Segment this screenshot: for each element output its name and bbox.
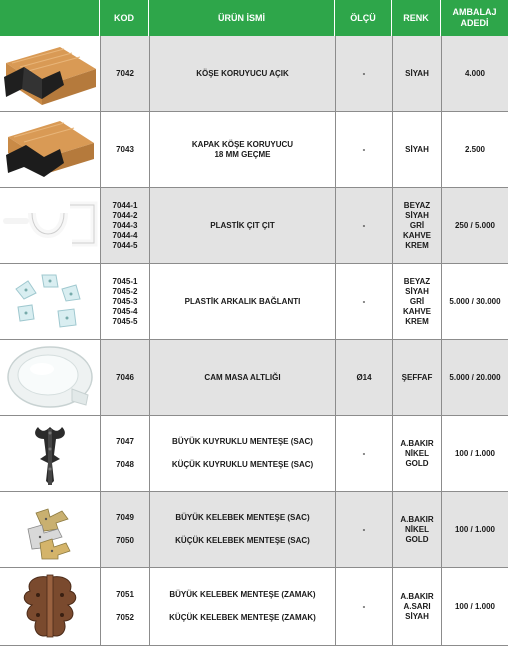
product-code: 7044-5 xyxy=(112,240,138,250)
corner-protector-open-icon xyxy=(2,39,98,109)
row-renk-cell xyxy=(392,340,441,415)
row-olcu-cell xyxy=(335,568,392,645)
row-ambalaj-cell xyxy=(441,340,508,415)
row-olcu-cell xyxy=(335,340,392,415)
product-size: - xyxy=(362,68,366,78)
row-olcu-cell xyxy=(335,264,392,339)
row-olcu-cell xyxy=(335,188,392,263)
product-color: A.SARI xyxy=(403,601,431,611)
product-color: SİYAH xyxy=(405,68,429,78)
product-name: CAM MASA ALTLIĞI xyxy=(204,372,281,382)
product-name: PLASTİK ARKALIK BAĞLANTI xyxy=(184,296,301,306)
product-color: SİYAH xyxy=(405,611,429,621)
product-name: KÜÇÜK KUYRUKLU MENTEŞE (SAC) xyxy=(171,459,314,469)
butterfly-hinge-zamak-icon xyxy=(2,571,98,643)
plastic-clip-image xyxy=(0,188,100,263)
product-size: - xyxy=(362,144,366,154)
product-code: 7049 xyxy=(116,513,134,523)
row-ambalaj-cell xyxy=(441,416,508,491)
product-code: 7052 xyxy=(116,613,134,623)
table-row xyxy=(0,568,508,646)
header-image-cell xyxy=(0,0,100,36)
tailed-hinge-icon xyxy=(2,419,98,489)
product-code: 7044-2 xyxy=(112,210,138,220)
product-name: BÜYÜK KELEBEK MENTEŞE (ZAMAK) xyxy=(169,589,316,599)
product-color: GOLD xyxy=(405,458,429,468)
row-urun-cell xyxy=(149,568,335,645)
table-row xyxy=(0,340,508,416)
product-size: - xyxy=(362,524,366,534)
product-color: ŞEFFAF xyxy=(401,372,433,382)
product-color: SİYAH xyxy=(405,144,429,154)
header-ambalaj-adedi xyxy=(441,0,508,36)
row-kod-cell xyxy=(100,416,149,491)
product-package-qty: 5.000 / 30.000 xyxy=(449,296,501,306)
code-pair xyxy=(116,431,134,476)
product-color: GRİ xyxy=(409,220,425,230)
row-urun-cell xyxy=(149,112,335,187)
product-code: 7045-5 xyxy=(112,316,138,326)
row-olcu-cell xyxy=(335,112,392,187)
product-color: NİKEL xyxy=(405,524,429,534)
back-panel-connector-icon xyxy=(2,267,98,337)
product-code: 7046 xyxy=(116,372,134,382)
row-urun-cell xyxy=(149,36,335,111)
table-row xyxy=(0,416,508,492)
product-color: BEYAZ xyxy=(403,276,431,286)
product-color: KAHVE xyxy=(402,230,431,240)
product-package-qty: 4.000 xyxy=(464,68,486,78)
product-package-qty: 100 / 1.000 xyxy=(454,601,496,611)
code-pair xyxy=(116,507,134,552)
butterfly-hinge-sheet-image xyxy=(0,492,100,567)
row-renk-cell xyxy=(392,188,441,263)
product-code: 7045-4 xyxy=(112,306,138,316)
row-kod-cell xyxy=(100,112,149,187)
row-kod-cell xyxy=(100,340,149,415)
row-urun-cell xyxy=(149,416,335,491)
product-name: BÜYÜK KELEBEK MENTEŞE (SAC) xyxy=(175,513,310,523)
row-kod-cell xyxy=(100,568,149,645)
row-urun-cell xyxy=(149,264,335,339)
row-urun-cell xyxy=(149,492,335,567)
product-size: - xyxy=(362,601,366,611)
header-kod: KOD xyxy=(100,0,149,36)
product-color: SİYAH xyxy=(405,210,429,220)
product-name: PLASTİK ÇIT ÇIT xyxy=(210,220,275,230)
product-color: A.BAKIR xyxy=(400,591,434,601)
row-urun-cell xyxy=(149,188,335,263)
product-color: NİKEL xyxy=(405,448,429,458)
row-renk-cell xyxy=(392,112,441,187)
tailed-hinge-image xyxy=(0,416,100,491)
row-kod-cell xyxy=(100,492,149,567)
product-package-qty: 2.500 xyxy=(464,144,486,154)
product-color: BEYAZ xyxy=(403,200,431,210)
product-color: A.BAKIR xyxy=(400,438,434,448)
product-size: - xyxy=(362,296,366,306)
row-renk-cell xyxy=(392,264,441,339)
row-ambalaj-cell xyxy=(441,264,508,339)
product-code: 7042 xyxy=(116,68,134,78)
row-olcu-cell xyxy=(335,36,392,111)
cover-corner-protector-image xyxy=(0,112,100,187)
product-code: 7044-3 xyxy=(112,220,138,230)
product-code: 7050 xyxy=(116,535,134,545)
product-package-qty: 100 / 1.000 xyxy=(454,448,496,458)
row-kod-cell xyxy=(100,264,149,339)
table-row xyxy=(0,188,508,264)
product-size: - xyxy=(362,220,366,230)
header-urun-ismi: ÜRÜN İSMİ xyxy=(149,0,335,36)
header-ambalaj-line1: AMBALAJ xyxy=(452,7,497,17)
product-package-qty: 100 / 1.000 xyxy=(454,524,496,534)
row-renk-cell xyxy=(392,492,441,567)
product-name: BÜYÜK KUYRUKLU MENTEŞE (SAC) xyxy=(172,437,313,447)
table-header xyxy=(0,0,508,36)
product-color: KREM xyxy=(405,316,429,326)
header-renk: RENK xyxy=(392,0,441,36)
product-code: 7044-4 xyxy=(112,230,138,240)
product-code: 7043 xyxy=(116,144,134,154)
row-renk-cell xyxy=(392,36,441,111)
row-ambalaj-cell xyxy=(441,112,508,187)
butterfly-hinge-zamak-image xyxy=(0,568,100,645)
corner-protector-open-image xyxy=(0,36,100,111)
product-name: KÖŞE KORUYUCU AÇIK xyxy=(196,68,289,78)
product-name: KÜÇÜK KELEBEK MENTEŞE (SAC) xyxy=(175,535,310,545)
product-name: KAPAK KÖŞE KORUYUCU xyxy=(191,139,294,149)
product-size: Ø14 xyxy=(356,372,372,382)
row-olcu-cell xyxy=(335,416,392,491)
product-color: A.BAKIR xyxy=(400,514,434,524)
product-color: KREM xyxy=(405,240,429,250)
product-code: 7045-3 xyxy=(112,296,138,306)
product-code: 7045-1 xyxy=(112,276,138,286)
product-code: 7047 xyxy=(116,437,134,447)
butterfly-hinge-sheet-icon xyxy=(2,495,98,565)
table-row xyxy=(0,492,508,568)
header-ambalaj-line2: ADEDİ xyxy=(460,18,489,28)
product-code: 7048 xyxy=(116,459,134,469)
product-color: GOLD xyxy=(405,534,429,544)
row-renk-cell xyxy=(392,568,441,645)
name-pair xyxy=(169,583,316,629)
name-pair xyxy=(172,431,313,476)
product-size: - xyxy=(362,448,366,458)
product-color: SİYAH xyxy=(405,286,429,296)
cover-corner-protector-icon xyxy=(2,115,98,185)
name-pair xyxy=(175,507,310,552)
row-ambalaj-cell xyxy=(441,492,508,567)
glass-table-pad-icon xyxy=(2,343,98,413)
row-ambalaj-cell xyxy=(441,188,508,263)
row-ambalaj-cell xyxy=(441,36,508,111)
product-color: GRİ xyxy=(409,296,425,306)
product-package-qty: 250 / 5.000 xyxy=(454,220,496,230)
code-pair xyxy=(116,583,134,629)
row-kod-cell xyxy=(100,36,149,111)
product-color: KAHVE xyxy=(402,306,431,316)
row-kod-cell xyxy=(100,188,149,263)
row-urun-cell xyxy=(149,340,335,415)
product-code: 7044-1 xyxy=(112,200,138,210)
glass-table-pad-image xyxy=(0,340,100,415)
back-panel-connector-image xyxy=(0,264,100,339)
table-row xyxy=(0,264,508,340)
product-name-line2: 18 MM GEÇME xyxy=(214,149,271,159)
table-row xyxy=(0,36,508,112)
row-olcu-cell xyxy=(335,492,392,567)
product-code: 7045-2 xyxy=(112,286,138,296)
product-package-qty: 5.000 / 20.000 xyxy=(449,372,501,382)
product-name: KÜÇÜK KELEBEK MENTEŞE (ZAMAK) xyxy=(169,613,316,623)
header-olcu: ÖLÇÜ xyxy=(335,0,392,36)
row-renk-cell xyxy=(392,416,441,491)
table-row xyxy=(0,112,508,188)
plastic-clip-icon xyxy=(2,191,98,261)
product-code: 7051 xyxy=(116,589,134,599)
row-ambalaj-cell xyxy=(441,568,508,645)
